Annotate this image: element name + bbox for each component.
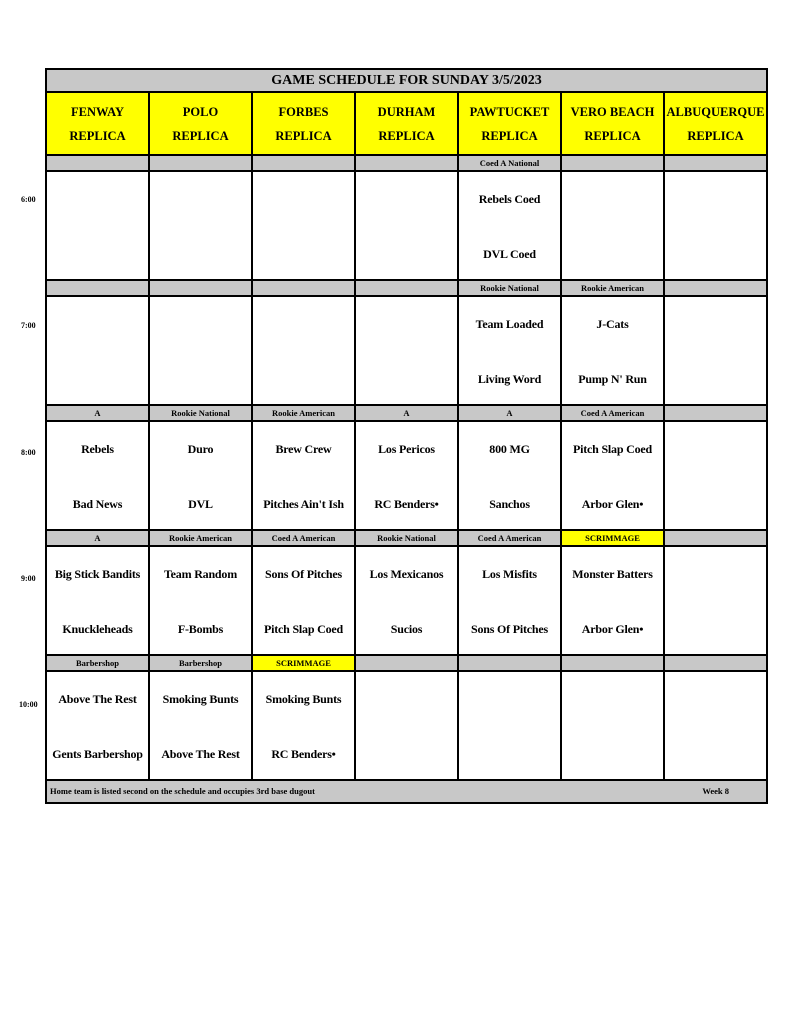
field-name: ALBUQUERQUE — [666, 104, 765, 119]
visitor-team: Monster Batters — [572, 567, 653, 581]
visitor-team: Los Pericos — [378, 442, 435, 456]
game-cell — [355, 171, 458, 280]
visitor-team: Sons Of Pitches — [264, 567, 342, 581]
division-label — [664, 155, 767, 171]
visitor-team: Pitch Slap Coed — [572, 442, 652, 456]
game-cell — [664, 546, 767, 655]
field-name: VERO BEACH — [570, 104, 655, 119]
home-team: Living Word — [477, 372, 542, 386]
division-label: SCRIMMAGE — [252, 655, 355, 671]
schedule-table — [45, 68, 768, 804]
week-label: Week 8 — [702, 786, 729, 796]
field-header-pawtucket — [458, 92, 561, 155]
division-label — [355, 280, 458, 296]
field-sub: REPLICA — [584, 128, 641, 143]
game-cell — [252, 671, 355, 780]
home-team: DVL — [188, 497, 213, 511]
home-team: Knuckleheads — [62, 622, 133, 636]
visitor-team: 800 MG — [489, 442, 530, 456]
game-cell — [458, 421, 561, 530]
visitor-team: Above The Rest — [58, 692, 137, 706]
home-team: Above The Rest — [161, 747, 240, 761]
home-team: Pump N' Run — [578, 372, 647, 386]
home-team: RC Benders• — [374, 497, 439, 511]
division-label: Rookie American — [149, 530, 252, 546]
division-label — [664, 280, 767, 296]
home-team: Pitch Slap Coed — [263, 622, 343, 636]
division-label: A — [458, 405, 561, 421]
time-label: 6:00 — [21, 195, 36, 204]
visitor-team: Rebels — [81, 442, 114, 456]
field-sub: REPLICA — [481, 128, 538, 143]
division-row — [46, 405, 767, 421]
division-label: A — [46, 405, 149, 421]
game-cell — [46, 171, 149, 280]
division-label — [458, 655, 561, 671]
game-cell — [664, 421, 767, 530]
game-cell — [46, 546, 149, 655]
schedule-footer — [46, 780, 767, 803]
home-team: F-Bombs — [177, 622, 224, 636]
game-cell — [46, 296, 149, 405]
game-cell — [664, 671, 767, 780]
visitor-team: Rebels Coed — [478, 192, 541, 206]
game-row — [46, 421, 767, 530]
time-label: 10:00 — [19, 700, 38, 709]
division-label: Coed A American — [561, 405, 664, 421]
footer-note: Home team is listed second on the schedule and occupies 3rd base dugout — [50, 786, 315, 796]
game-cell — [252, 171, 355, 280]
division-label — [46, 280, 149, 296]
field-header-durham — [355, 92, 458, 155]
division-label — [355, 655, 458, 671]
division-label — [149, 280, 252, 296]
game-cell — [149, 546, 252, 655]
division-row — [46, 655, 767, 671]
field-header-albuquerque — [664, 92, 767, 155]
field-header-forbes — [252, 92, 355, 155]
home-team: Sanchos — [489, 497, 530, 511]
game-cell — [46, 421, 149, 530]
game-cell — [149, 296, 252, 405]
game-cell — [458, 171, 561, 280]
game-cell — [664, 296, 767, 405]
time-label: 7:00 — [21, 321, 36, 330]
game-cell — [664, 171, 767, 280]
game-row — [46, 671, 767, 780]
field-header-polo — [149, 92, 252, 155]
division-label: Rookie National — [355, 530, 458, 546]
field-name: POLO — [182, 104, 219, 119]
game-cell — [46, 671, 149, 780]
game-cell — [458, 671, 561, 780]
field-name: FORBES — [278, 104, 329, 119]
division-label: Coed A American — [252, 530, 355, 546]
visitor-team: Big Stick Bandits — [54, 567, 141, 581]
field-sub: REPLICA — [687, 128, 744, 143]
game-cell — [355, 671, 458, 780]
home-team: RC Benders• — [271, 747, 336, 761]
game-cell — [561, 671, 664, 780]
game-cell — [355, 296, 458, 405]
division-label: Rookie National — [149, 405, 252, 421]
home-team: Bad News — [72, 497, 123, 511]
field-name: PAWTUCKET — [469, 104, 550, 119]
division-label: A — [46, 530, 149, 546]
schedule-title: GAME SCHEDULE FOR SUNDAY 3/5/2023 — [46, 69, 767, 92]
visitor-team: Los Mexicanos — [369, 567, 444, 581]
field-sub: REPLICA — [69, 128, 126, 143]
division-label — [46, 155, 149, 171]
game-cell — [355, 546, 458, 655]
game-cell — [252, 546, 355, 655]
game-cell — [561, 171, 664, 280]
field-header-vero-beach — [561, 92, 664, 155]
division-label — [149, 155, 252, 171]
division-label — [252, 155, 355, 171]
home-team: Gents Barbershop — [52, 747, 143, 761]
visitor-team: Smoking Bunts — [265, 692, 342, 706]
field-sub: REPLICA — [275, 128, 332, 143]
division-label: Coed A American — [458, 530, 561, 546]
division-label: Barbershop — [46, 655, 149, 671]
game-cell — [252, 421, 355, 530]
field-sub: REPLICA — [172, 128, 229, 143]
division-label — [664, 655, 767, 671]
game-cell — [561, 296, 664, 405]
game-row — [46, 296, 767, 405]
division-label — [252, 280, 355, 296]
division-label: Rookie American — [561, 280, 664, 296]
visitor-team: Los Misfits — [482, 567, 537, 581]
field-header-row — [46, 92, 767, 155]
field-name: FENWAY — [70, 104, 125, 119]
visitor-team: Team Random — [163, 567, 238, 581]
game-cell — [458, 296, 561, 405]
home-team: Sucios — [390, 622, 423, 636]
game-row — [46, 171, 767, 280]
field-header-fenway — [46, 92, 149, 155]
game-cell — [561, 421, 664, 530]
division-label: Rookie National — [458, 280, 561, 296]
division-label — [355, 155, 458, 171]
division-label — [664, 530, 767, 546]
division-row — [46, 155, 767, 171]
visitor-team: Brew Crew — [275, 442, 332, 456]
division-label — [664, 405, 767, 421]
visitor-team: Team Loaded — [475, 317, 544, 331]
field-name: DURHAM — [377, 104, 436, 119]
visitor-team: Smoking Bunts — [162, 692, 239, 706]
game-cell — [458, 546, 561, 655]
division-label: Coed A National — [458, 155, 561, 171]
game-cell — [252, 296, 355, 405]
home-team: Arbor Glen• — [581, 622, 644, 636]
visitor-team: Duro — [187, 442, 214, 456]
game-cell — [149, 171, 252, 280]
time-label: 9:00 — [21, 574, 36, 583]
home-team: Sons Of Pitches — [470, 622, 548, 636]
home-team: Arbor Glen• — [581, 497, 644, 511]
visitor-team: J-Cats — [596, 317, 629, 331]
division-label: A — [355, 405, 458, 421]
home-team: DVL Coed — [483, 247, 536, 261]
game-cell — [149, 421, 252, 530]
division-row — [46, 280, 767, 296]
game-cell — [355, 421, 458, 530]
division-row — [46, 530, 767, 546]
time-label: 8:00 — [21, 448, 36, 457]
division-label: Rookie American — [252, 405, 355, 421]
division-label — [561, 155, 664, 171]
division-label — [561, 655, 664, 671]
home-team: Pitches Ain't Ish — [263, 497, 344, 511]
division-label: Barbershop — [149, 655, 252, 671]
game-cell — [149, 671, 252, 780]
field-sub: REPLICA — [378, 128, 435, 143]
game-cell — [561, 546, 664, 655]
game-row — [46, 546, 767, 655]
division-label: SCRIMMAGE — [561, 530, 664, 546]
